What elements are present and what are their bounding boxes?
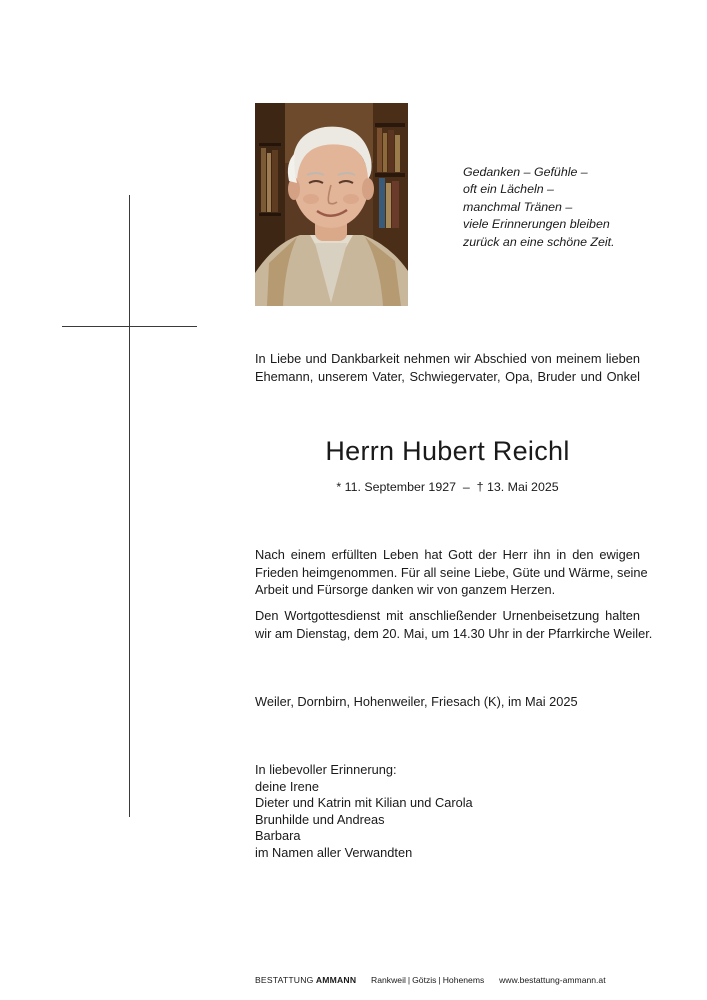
deceased-name: Herrn Hubert Reichl bbox=[325, 436, 570, 466]
family-line: deine Irene bbox=[255, 778, 320, 794]
portrait-photo bbox=[255, 103, 408, 306]
intro-line: Ehemann, unserem Vater, Schwiegervater, Opa, Bruder und Onkel bbox=[255, 368, 640, 384]
poem-verse bbox=[463, 164, 615, 251]
poem-line: manchmal Tränen – bbox=[463, 199, 573, 214]
cross-vertical-bar bbox=[129, 195, 130, 817]
family-line: Brunhilde und Andreas bbox=[255, 811, 385, 827]
website-link[interactable]: www.bestattung-ammann.at bbox=[499, 975, 606, 985]
paragraph-line: Frieden heimgenommen. Für all seine Liebe, Güte und Wärme, seine bbox=[255, 564, 648, 580]
service-paragraph bbox=[255, 607, 653, 642]
location-rankweil: Rankweil bbox=[371, 975, 406, 985]
poem-line: oft ein Lächeln – bbox=[463, 182, 554, 197]
location-hohenems: Hohenems bbox=[442, 975, 485, 985]
life-dates: * 11. September 1927 – † 13. Mai 2025 bbox=[336, 480, 559, 494]
brand-name-part1: BESTATTUNG bbox=[255, 975, 314, 985]
paragraph-line: wir am Dienstag, dem 20. Mai, um 14.30 Uhr in der Pfarrkirche Weiler. bbox=[255, 625, 653, 641]
cross-horizontal-bar bbox=[62, 326, 197, 327]
family-line: Dieter und Katrin mit Kilian und Carola bbox=[255, 795, 473, 811]
poem-line: zurück an eine schöne Zeit. bbox=[463, 234, 615, 249]
family-signature bbox=[255, 762, 473, 862]
poem-line: Gedanken – Gefühle – bbox=[463, 165, 588, 179]
location-goetzis: Götzis bbox=[412, 975, 437, 985]
intro-text bbox=[255, 350, 640, 385]
paragraph-line: Den Wortgottesdienst mit anschließender Urnenbeisetzung halten bbox=[255, 608, 640, 623]
poem-line: viele Erinnerungen bleiben bbox=[463, 217, 610, 232]
family-line: Barbara bbox=[255, 828, 301, 844]
intro-line: In Liebe und Dankbarkeit nehmen wir Abschied von meinem lieben bbox=[255, 351, 640, 366]
funeral-home-footer: BESTATTUNG AMMANN Rankweil | Götzis | Hohenems www.bestattung-ammann.at bbox=[255, 975, 606, 985]
family-line: im Namen aller Verwandten bbox=[255, 844, 413, 860]
gratitude-paragraph bbox=[255, 546, 648, 599]
paragraph-line: Nach einem erfüllten Leben hat Gott der Herr ihn in den ewigen bbox=[255, 547, 640, 562]
brand-name-part2: AMMANN bbox=[315, 975, 357, 985]
place-date-line: Weiler, Dornbirn, Hohenweiler, Friesach (K), im Mai 2025 bbox=[255, 694, 578, 709]
family-line: In liebevoller Erinnerung: bbox=[255, 762, 397, 777]
paragraph-line: Arbeit und Fürsorge danken wir von ganzem Herzen. bbox=[255, 582, 556, 597]
